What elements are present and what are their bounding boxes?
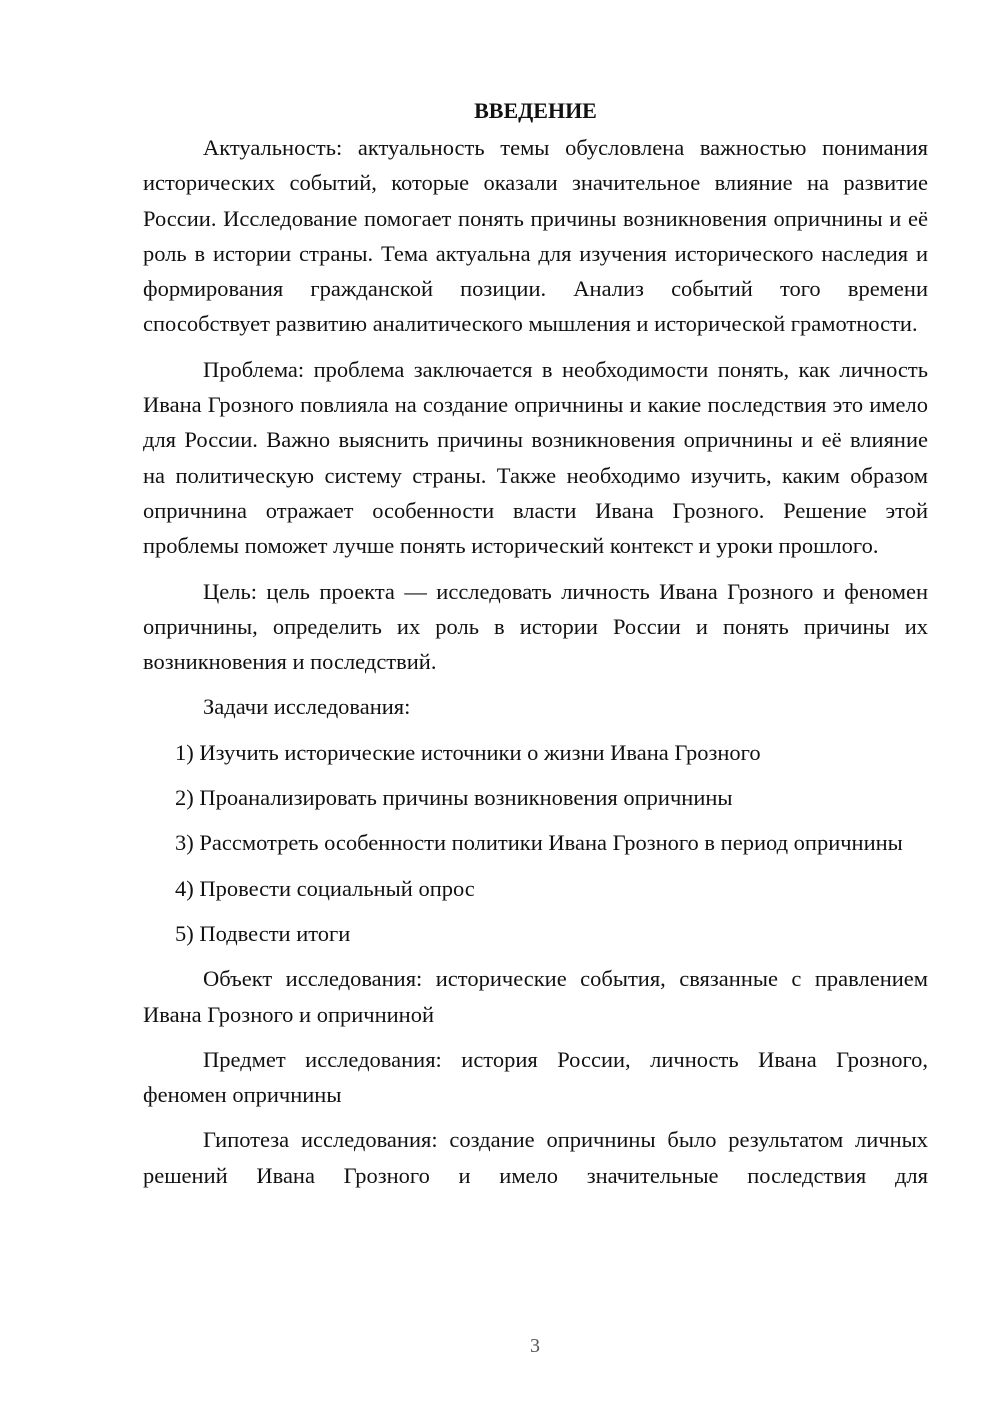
- task-item: 4) Провести социальный опрос: [175, 875, 475, 901]
- section-title: ВВЕДЕНИЕ: [474, 98, 597, 123]
- page-body: [143, 96, 928, 1193]
- relevance-paragraph: Актуальность: актуальность темы обусловлена важностью понимания исторических событий, которые оказали значительное влияние на развитие России. Исследование помогает понять причины возникновения опричнины и её роль в истории страны. Тема актуальна для изучения исторического наследия и формирования гражданской позиции. Анализ событий того времени способствует развитию аналитического мышления и исторической грамотности.: [143, 135, 928, 337]
- page-number: 3: [530, 1335, 540, 1357]
- task-item: 3) Рассмотреть особенности политики Ивана Грозного в период опричнины: [175, 830, 903, 856]
- hypothesis-paragraph: Гипотеза исследования: создание опричнины было результатом личных решений Ивана Грозного и имело значительные последствия для: [143, 1127, 928, 1188]
- research-subject-paragraph: Предмет исследования: история России, личность Ивана Грозного, феномен опричнины: [143, 1046, 928, 1108]
- tasks-heading: Задачи исследования:: [203, 694, 411, 720]
- research-object-paragraph: Объект исследования: исторические события, связанные с правлением Ивана Грозного и опричниной: [143, 966, 928, 1027]
- goal-paragraph: Цель: цель проекта — исследовать личность Ивана Грозного и феномен опричнины, определить их роль в истории России и понять причины их возникновения и последствий.: [143, 578, 928, 675]
- task-item: 1) Изучить исторические источники о жизни Ивана Грозного: [175, 739, 761, 765]
- task-item: 5) Подвести итоги: [175, 920, 351, 946]
- task-item: 2) Проанализировать причины возникновения опричнины: [175, 785, 733, 811]
- problem-paragraph: Проблема: проблема заключается в необходимости понять, как личность Ивана Грозного повлияла на создание опричнины и какие последствия это имело для России. Важно выяснить причины возникновения опричнины и её влияние на политическую систему страны. Также необходимо изучить, каким образом опричнина отражает особенности власти Ивана Грозного. Решение этой проблемы поможет лучше понять исторический контекст и уроки прошлого.: [143, 356, 928, 559]
